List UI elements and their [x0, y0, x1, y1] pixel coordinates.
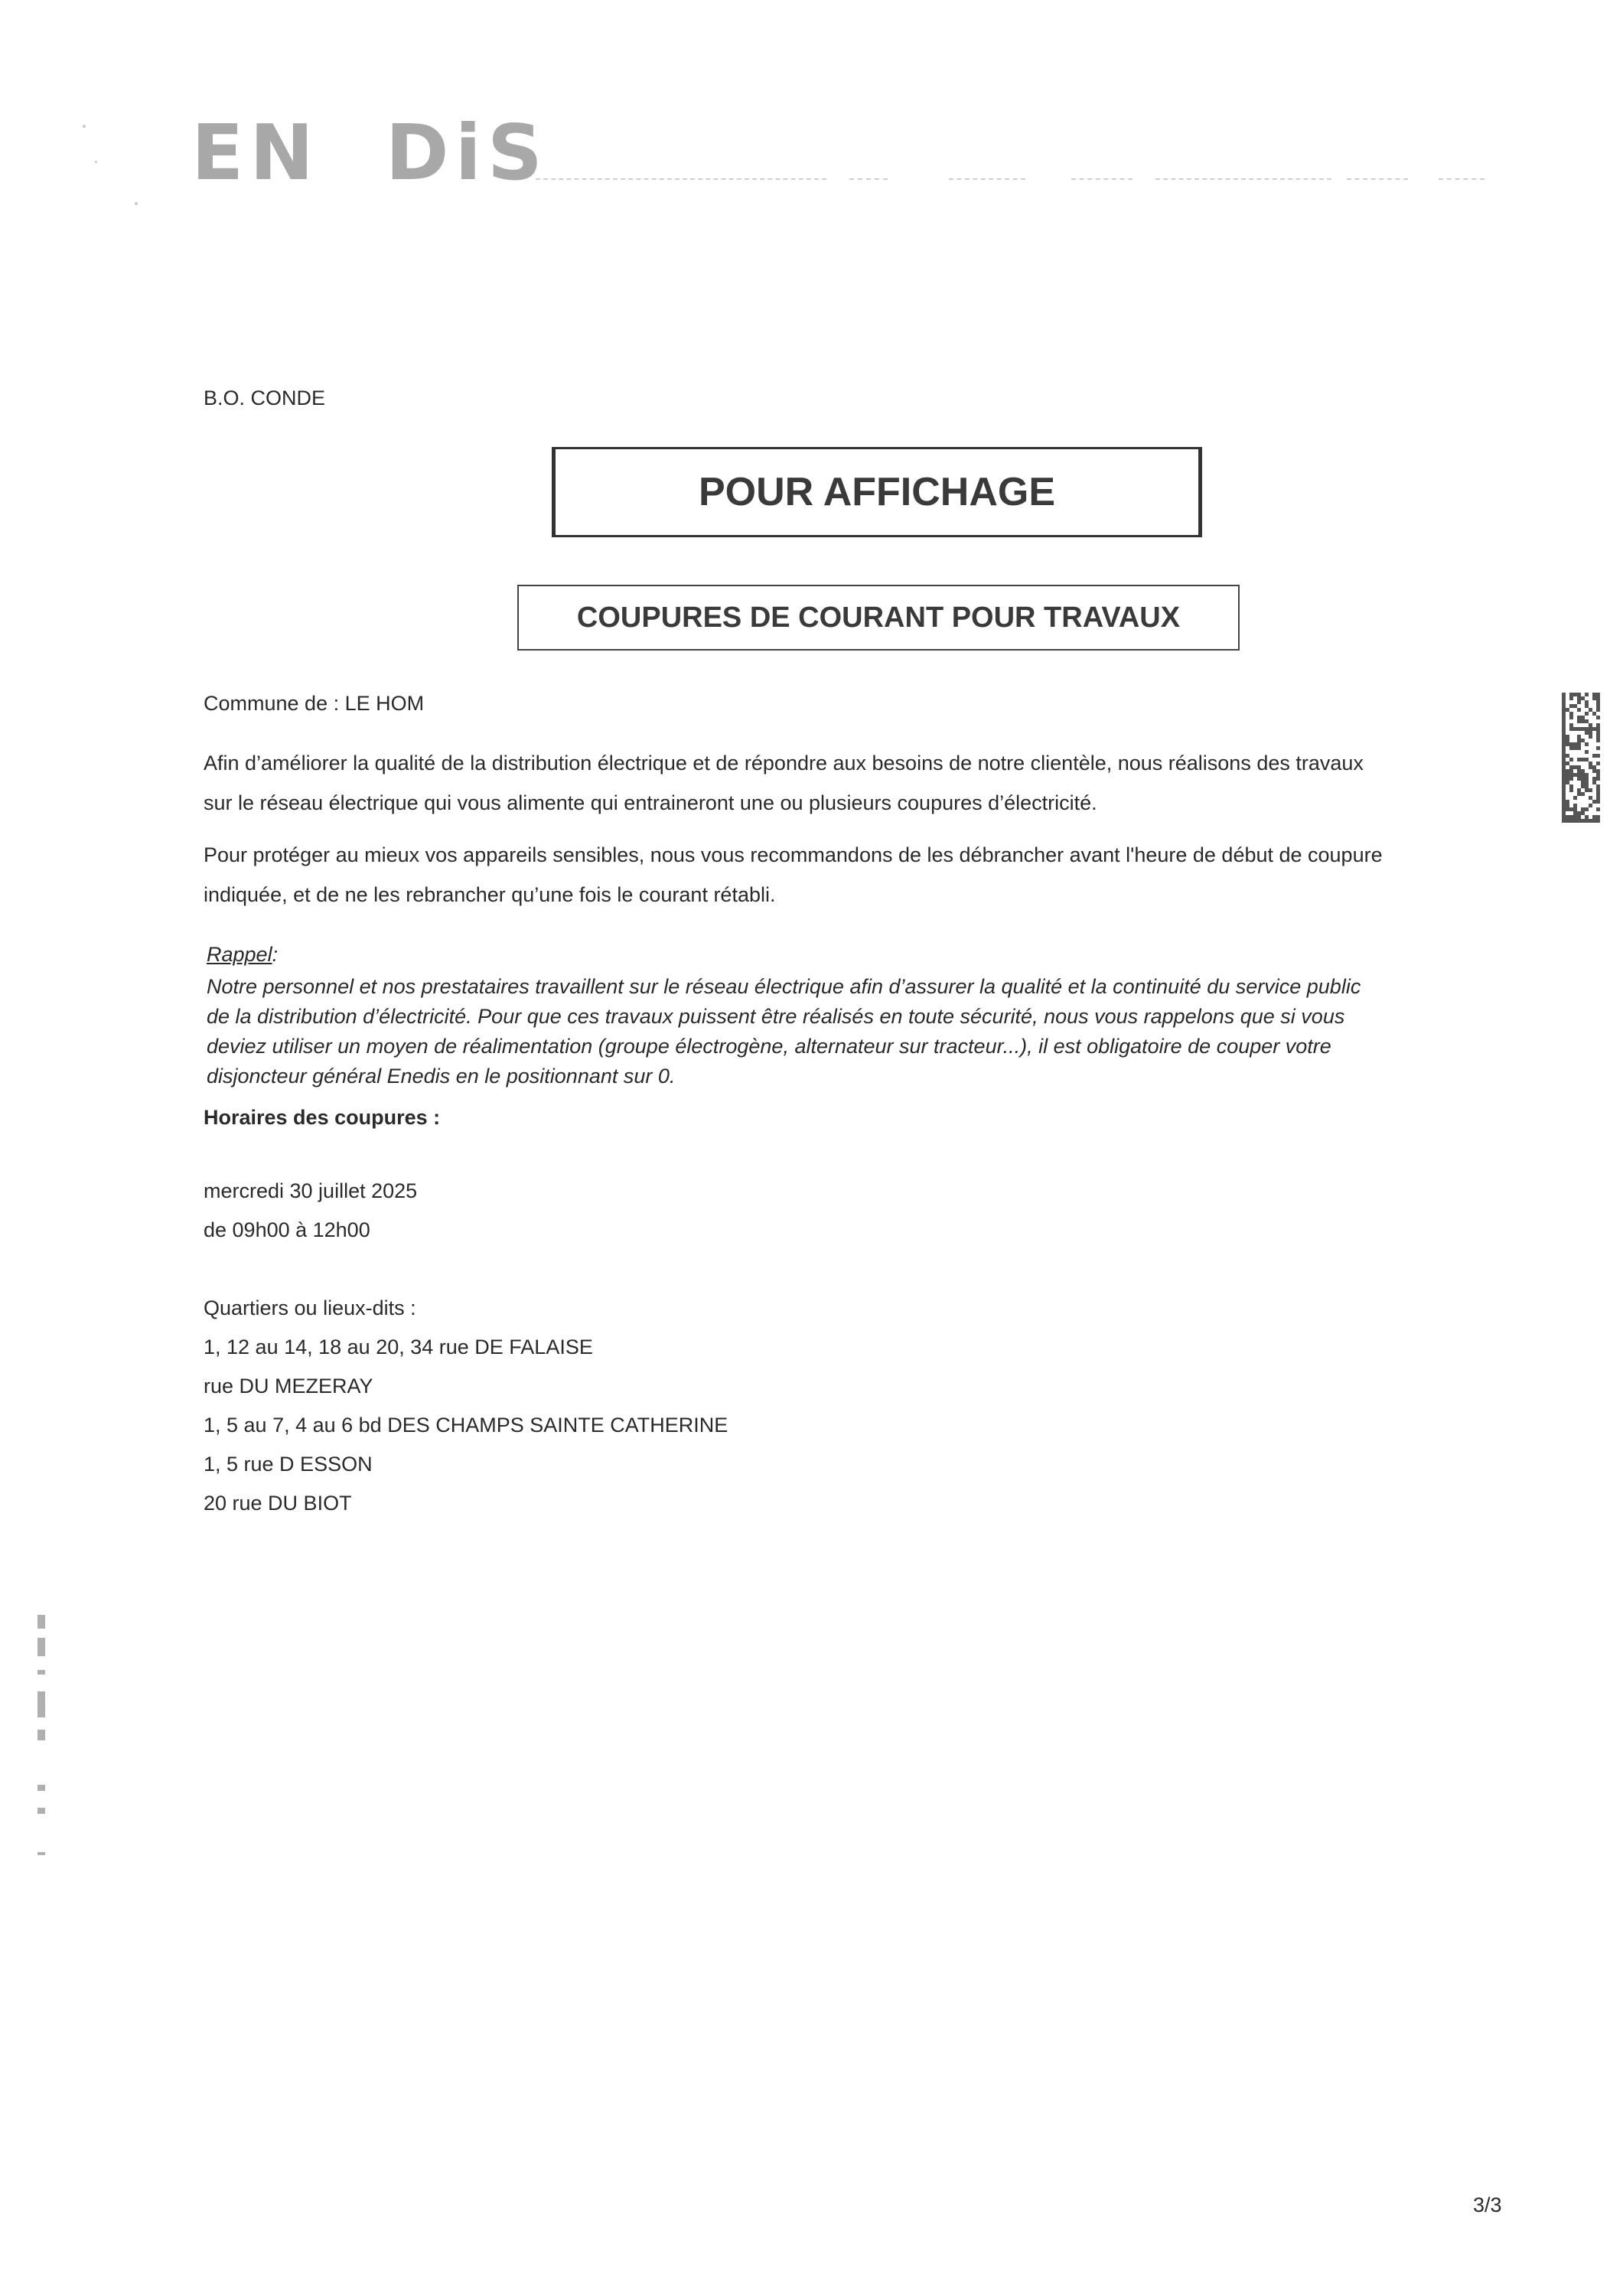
- datamatrix-code: [1562, 693, 1600, 823]
- rappel-line: Notre personnel et nos prestataires travaillent sur le réseau électrique afin d’assurer la qualité et la continuité du service public: [207, 975, 1361, 998]
- side-code-mark: [37, 1785, 45, 1791]
- header-rule-7: [1439, 178, 1484, 180]
- scan-speck: [135, 202, 138, 205]
- intro-line: Afin d’améliorer la qualité de la distribution électrique et de répondre aux besoins de notre clientèle, nous réalisons des travaux: [204, 752, 1364, 775]
- side-reference-code: [34, 1615, 50, 1875]
- commune-line: Commune de : LE HOM: [204, 692, 425, 715]
- rappel-line: deviez utiliser un moyen de réalimentation (groupe électrogène, alternateur sur tracteur...), il est obligatoire de couper votre: [207, 1035, 1331, 1058]
- rappel-line: disjoncteur général Enedis en le positionnant sur 0.: [207, 1065, 676, 1088]
- outage-date: mercredi 30 juillet 2025: [204, 1179, 418, 1202]
- advice-line: indiquée, et de ne les rebrancher qu’une fois le courant rétabli.: [204, 883, 776, 906]
- side-code-mark: [37, 1808, 45, 1814]
- advice-paragraph: [204, 845, 1504, 905]
- header-rule-1: [536, 178, 826, 180]
- notice-subtitle: COUPURES DE COURANT POUR TRAVAUX: [517, 585, 1240, 651]
- rappel-body: [207, 972, 1361, 1091]
- datamatrix-cell: [1596, 819, 1600, 823]
- rappel-heading: [207, 943, 278, 967]
- side-code-mark: [37, 1730, 45, 1740]
- side-code-mark: [37, 1852, 45, 1855]
- enedis-logo: EN DiS: [191, 108, 549, 197]
- rappel-line: de la distribution d’électricité. Pour que ces travaux puissent être réalisés en toute sécurité, nous vous rappelons que si vous: [207, 1005, 1345, 1028]
- header-rule-2: [849, 178, 888, 180]
- location-item: rue DU MEZERAY: [204, 1375, 373, 1397]
- location-item: 1, 12 au 14, 18 au 20, 34 rue DE FALAISE: [204, 1336, 593, 1358]
- scan-speck: [83, 125, 86, 128]
- page-number: 3/3: [1473, 2193, 1502, 2216]
- header-rule-4: [1071, 178, 1133, 180]
- sender-office: B.O. CONDE: [204, 386, 326, 409]
- location-item: 1, 5 au 7, 4 au 6 bd DES CHAMPS SAINTE CATHERINE: [204, 1414, 728, 1437]
- notice-title: POUR AFFICHAGE: [552, 447, 1202, 537]
- header-rule-6: [1347, 178, 1408, 180]
- intro-line: sur le réseau électrique qui vous alimente qui entraineront une ou plusieurs coupures d’électricité.: [204, 791, 1097, 814]
- rappel-colon: :: [272, 943, 279, 966]
- outage-time: de 09h00 à 12h00: [204, 1218, 370, 1241]
- advice-line: Pour protéger au mieux vos appareils sensibles, nous vous recommandons de les débrancher avant l'heure de début de coupure: [204, 843, 1383, 866]
- header-rule-3: [949, 178, 1025, 180]
- header-rule-5: [1155, 178, 1331, 180]
- scan-speck: [95, 161, 97, 163]
- locations-heading: Quartiers ou lieux-dits :: [204, 1296, 416, 1319]
- side-code-mark: [37, 1638, 45, 1656]
- side-code-mark: [37, 1670, 45, 1675]
- rappel-heading-text: Rappel: [207, 943, 272, 966]
- side-code-mark: [37, 1691, 45, 1717]
- schedule-heading: Horaires des coupures :: [204, 1106, 441, 1129]
- intro-paragraph: [204, 753, 1504, 814]
- location-item: 1, 5 rue D ESSON: [204, 1453, 373, 1476]
- location-item: 20 rue DU BIOT: [204, 1492, 352, 1515]
- side-code-mark: [37, 1615, 45, 1629]
